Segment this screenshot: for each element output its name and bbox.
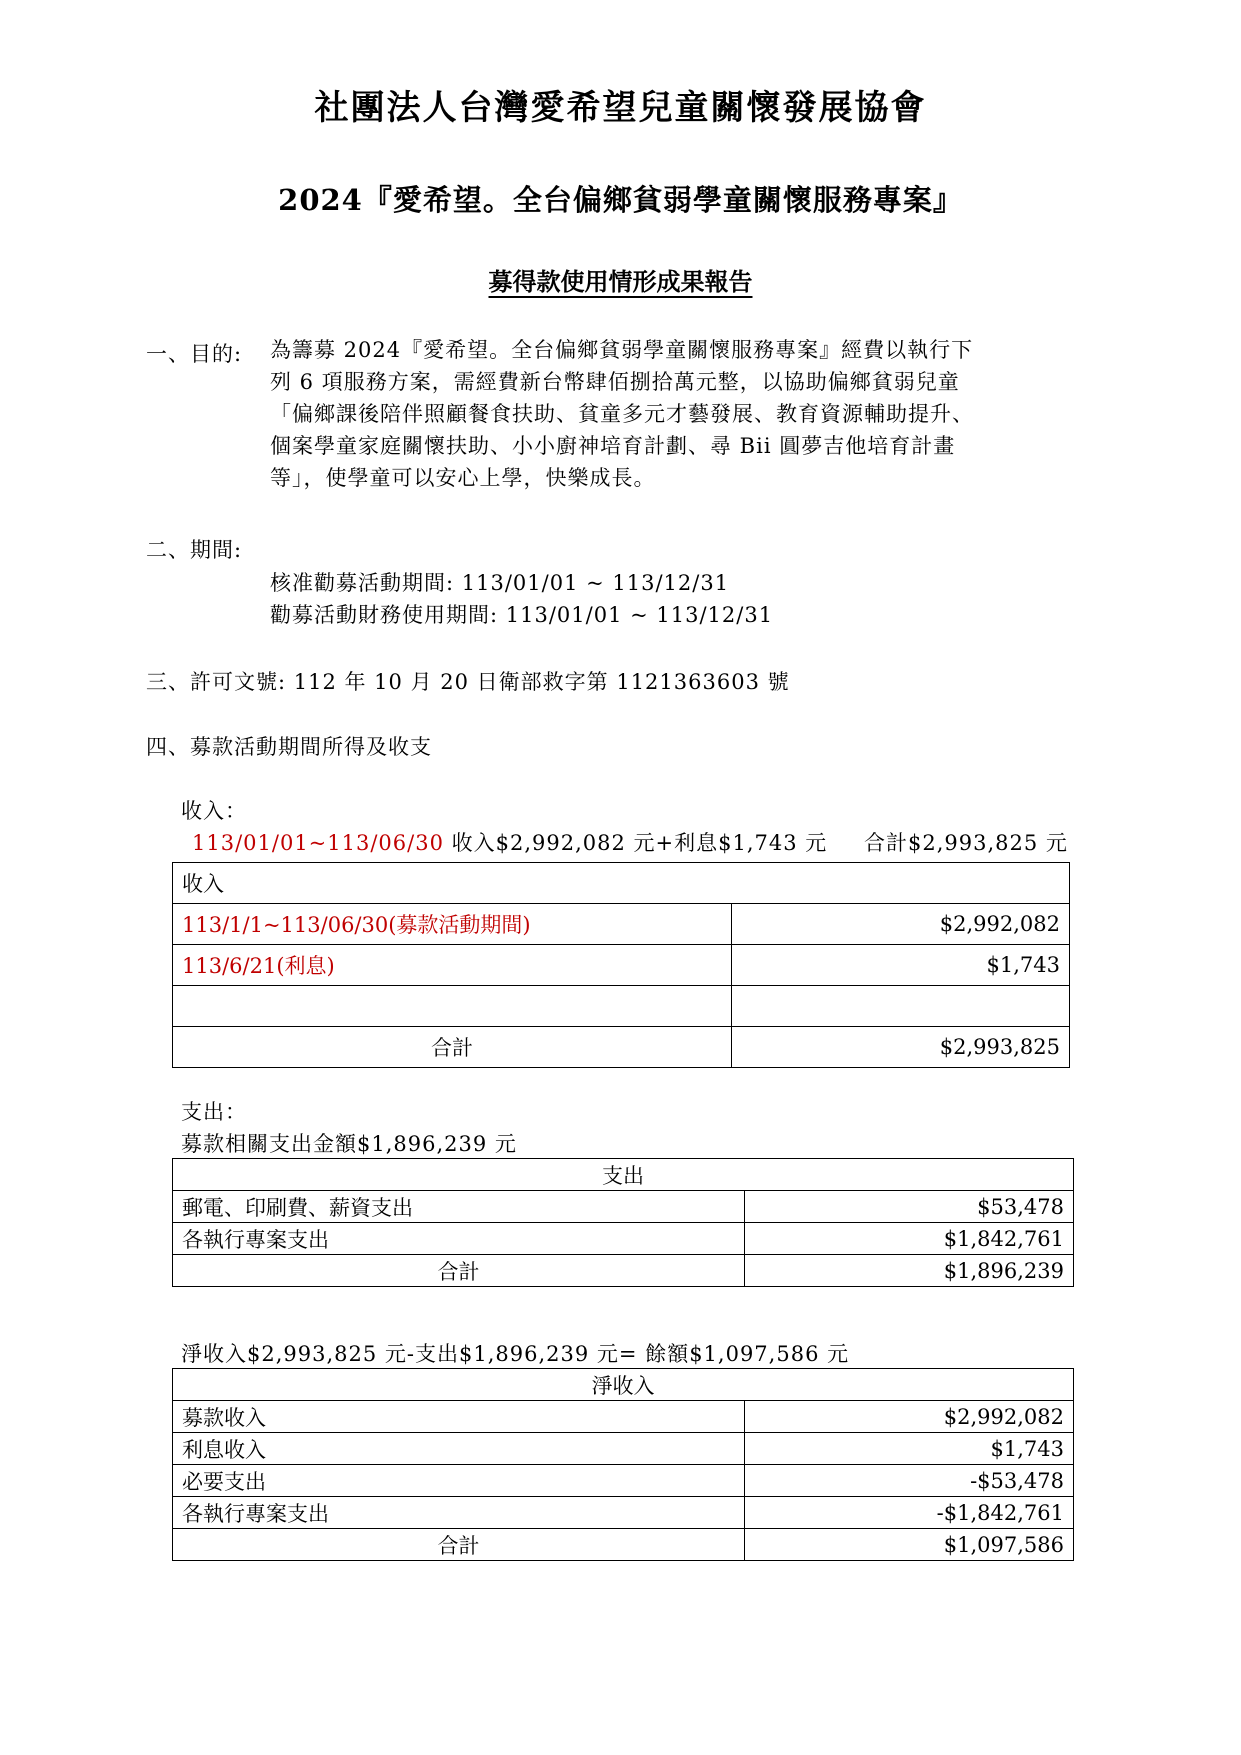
table-row — [173, 1401, 1074, 1433]
net-row-label: 利息收入 — [173, 1433, 745, 1465]
org-title: 社團法人台灣愛希望兒童關懷發展協會 — [314, 88, 927, 128]
expense-total-value: $1,896,239 — [745, 1255, 1074, 1287]
income-row-value — [732, 986, 1070, 1027]
purpose-line: 為籌募 2024『愛希望。全台偏鄉貧弱學童關懷服務專案』經費以執行下 — [270, 338, 974, 362]
purpose-line: 個案學童家庭關懷扶助、小小廚神培育計劃、尋 Bii 圓夢吉他培育計畫 — [270, 434, 956, 458]
table-total-row — [173, 1027, 1070, 1068]
income-row-label — [173, 986, 732, 1027]
approved-period: 核准勸募活動期間: 113/01/01 ~ 113/12/31 — [270, 571, 730, 595]
income-row-value: $1,743 — [732, 945, 1070, 986]
expense-row-value: $53,478 — [745, 1191, 1074, 1223]
purpose-line: 等」，使學童可以安心上學，快樂成長。 — [270, 466, 656, 490]
purpose-line: 列 6 項服務方案，需經費新台幣肆佰捌拾萬元整，以協助偏鄉貧弱兒童 — [270, 370, 960, 394]
net-table — [172, 1368, 1074, 1561]
section-period-label: 二、期間: — [146, 538, 243, 562]
expense-row-label: 各執行專案支出 — [173, 1223, 745, 1255]
section-purpose-text — [270, 334, 974, 494]
income-total-value: $2,993,825 — [732, 1027, 1070, 1068]
net-row-value: $1,743 — [745, 1433, 1074, 1465]
purpose-line: 「偏鄉課後陪伴照顧餐食扶助、貧童多元才藝發展、教育資源輔助提升、 — [270, 402, 974, 426]
net-summary: 淨收入$2,993,825 元-支出$1,896,239 元= 餘額$1,097,586 元 — [181, 1342, 850, 1366]
net-row-label: 必要支出 — [173, 1465, 745, 1497]
income-row-label: 113/1/1~113/06/30(募款活動期間) — [173, 904, 732, 945]
table-row — [173, 1465, 1074, 1497]
net-row-value: -$1,842,761 — [745, 1497, 1074, 1529]
permit-number: 三、許可文號: 112 年 10 月 20 日衛部救字第 1121363603 號 — [146, 670, 790, 694]
table-total-row — [173, 1255, 1074, 1287]
expense-row-value: $1,842,761 — [745, 1223, 1074, 1255]
expense-summary: 募款相關支出金額$1,896,239 元 — [181, 1132, 517, 1156]
income-total-label: 合計 — [173, 1027, 732, 1068]
net-row-value: $2,992,082 — [745, 1401, 1074, 1433]
income-summary-total: 合計$2,993,825 元 — [864, 831, 1068, 855]
net-row-label: 各執行專案支出 — [173, 1497, 745, 1529]
table-header-row — [173, 1159, 1074, 1191]
net-table-header: 淨收入 — [173, 1369, 1074, 1401]
table-row — [173, 904, 1070, 945]
income-summary — [192, 827, 827, 857]
net-row-value: -$53,478 — [745, 1465, 1074, 1497]
table-row — [173, 1497, 1074, 1529]
table-row — [173, 1223, 1074, 1255]
table-row — [173, 945, 1070, 986]
table-row — [173, 986, 1070, 1027]
project-title: 2024『愛希望。全台偏鄉貧弱學童關懷服務專案』 — [278, 183, 963, 217]
table-row — [173, 1191, 1074, 1223]
income-table — [172, 862, 1070, 1068]
income-table-header: 收入 — [173, 863, 1070, 904]
expense-row-label: 郵電、印刷費、薪資支出 — [173, 1191, 745, 1223]
net-total-label: 合計 — [173, 1529, 745, 1561]
income-summary-detail: 收入$2,992,082 元+利息$1,743 元 — [443, 831, 828, 855]
income-summary-period: 113/01/01~113/06/30 — [192, 831, 444, 855]
table-total-row — [173, 1529, 1074, 1561]
table-header-row — [173, 1369, 1074, 1401]
section-income-expense-label: 四、募款活動期間所得及收支 — [146, 735, 432, 759]
section-purpose-label: 一、目的: — [146, 342, 243, 366]
report-title-text: 募得款使用情形成果報告 — [488, 267, 753, 296]
net-total-value: $1,097,586 — [745, 1529, 1074, 1561]
table-row — [173, 1433, 1074, 1465]
table-header-row — [173, 863, 1070, 904]
income-heading: 收入： — [181, 799, 247, 823]
expense-total-label: 合計 — [173, 1255, 745, 1287]
income-row-value: $2,992,082 — [732, 904, 1070, 945]
report-title — [0, 262, 1241, 297]
net-row-label: 募款收入 — [173, 1401, 745, 1433]
income-row-label: 113/6/21(利息) — [173, 945, 732, 986]
expense-table — [172, 1158, 1074, 1287]
financial-period: 勸募活動財務使用期間: 113/01/01 ~ 113/12/31 — [270, 603, 774, 627]
expense-heading: 支出： — [181, 1100, 247, 1124]
expense-table-header: 支出 — [173, 1159, 1074, 1191]
